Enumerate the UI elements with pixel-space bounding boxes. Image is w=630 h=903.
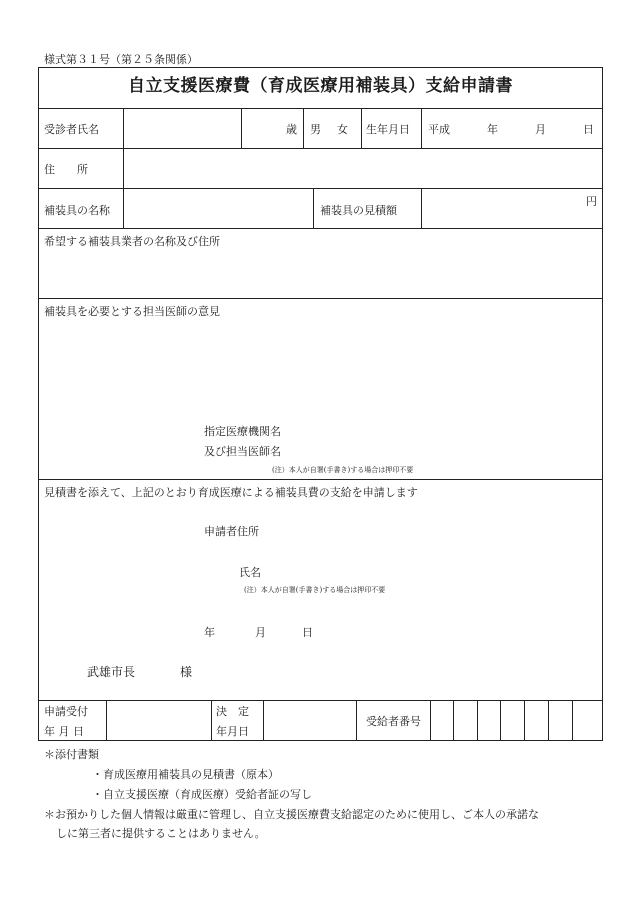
received-label-line2: 年 月 日 xyxy=(44,725,84,738)
doctor-name-label: 及び担当医師名 xyxy=(204,445,281,458)
patient-name-label: 受診者氏名 xyxy=(44,123,99,136)
vline-r1-c xyxy=(303,108,304,148)
applicant-name-label: 氏名 xyxy=(239,566,261,579)
vline-r1-a xyxy=(123,108,124,148)
birth-year-unit: 年 xyxy=(487,123,498,136)
recipient-number-label: 受給者番号 xyxy=(366,715,421,728)
attachment-item: ・自立支援医療（育成医療）受給者証の写し xyxy=(92,788,312,801)
privacy-note-line1: ＊お預かりした個人情報は厳重に管理し、自立支援医療費支給認定のために使用し、ご本人の承諾な xyxy=(44,808,539,821)
doctor-opinion-label: 補装具を必要とする担当医師の意見 xyxy=(44,305,220,318)
vline-f-a xyxy=(106,700,107,741)
address-label: 住 所 xyxy=(44,163,88,176)
form-title: 自立支援医療費（育成医療用補装具）支給申請書 xyxy=(128,76,513,96)
birth-day-unit: 日 xyxy=(583,123,594,136)
divider-row3 xyxy=(38,228,603,229)
attachments-heading: ＊添付書類 xyxy=(44,748,99,761)
received-label-line1: 申請受付 xyxy=(44,705,88,718)
application-statement: 見積書を添えて、上記のとおり育成医療による補装具費の支給を申請します xyxy=(44,486,418,499)
attachment-item: ・育成医療用補装具の見積書（原本） xyxy=(92,768,279,781)
vline-r3-c xyxy=(421,188,422,228)
device-name-field[interactable] xyxy=(126,191,311,226)
application-day-unit: 日 xyxy=(302,626,313,639)
vline-r1-e xyxy=(421,108,422,148)
form-number: 様式第３１号（第２５条関係） xyxy=(44,53,198,66)
device-name-label: 補装具の名称 xyxy=(44,204,110,217)
vline-r3-b xyxy=(313,188,314,228)
applicant-address-label: 申請者住所 xyxy=(204,525,259,538)
privacy-note-line2: しに第三者に提供することはありません。 xyxy=(56,827,266,840)
birthdate-label: 生年月日 xyxy=(366,123,410,136)
doctor-seal-note: (注）本人が自署(手書き)する場合は押印不要 xyxy=(272,466,414,474)
yen-unit: 円 xyxy=(586,195,597,208)
sex-male[interactable]: 男 xyxy=(310,123,321,136)
addressee: 武雄市長 xyxy=(87,665,136,679)
address-field[interactable] xyxy=(126,151,600,186)
application-month-unit: 月 xyxy=(255,626,266,639)
applicant-seal-note: (注）本人が自署(手書き)する場合は押印不要 xyxy=(244,586,386,594)
vline-f-d xyxy=(356,700,357,741)
decision-label-line1: 決 定 xyxy=(216,705,249,718)
recipient-number-boxes[interactable] xyxy=(431,701,601,740)
divider-vendor xyxy=(38,298,603,299)
addressee-honorific: 様 xyxy=(180,665,193,679)
age-unit: 歳 xyxy=(286,123,297,136)
vline-f-c xyxy=(263,700,264,741)
application-year-unit: 年 xyxy=(204,626,215,639)
estimate-field[interactable] xyxy=(424,191,584,226)
vline-r1-d xyxy=(361,108,362,148)
birth-month-unit: 月 xyxy=(535,123,546,136)
vline-r3-a xyxy=(123,188,124,228)
patient-name-field[interactable] xyxy=(126,111,239,146)
vline-r2 xyxy=(123,148,124,188)
divider-doctor xyxy=(38,479,603,480)
vline-f-b xyxy=(211,700,212,741)
vline-r1-b xyxy=(241,108,242,148)
decision-label-line2: 年月日 xyxy=(216,725,249,738)
sex-female[interactable]: 女 xyxy=(337,123,348,136)
vendor-label: 希望する補装具業者の名称及び住所 xyxy=(44,235,220,248)
birth-era: 平成 xyxy=(428,123,450,136)
institution-label: 指定医療機関名 xyxy=(204,425,281,438)
estimate-label: 補装具の見積額 xyxy=(320,204,397,217)
